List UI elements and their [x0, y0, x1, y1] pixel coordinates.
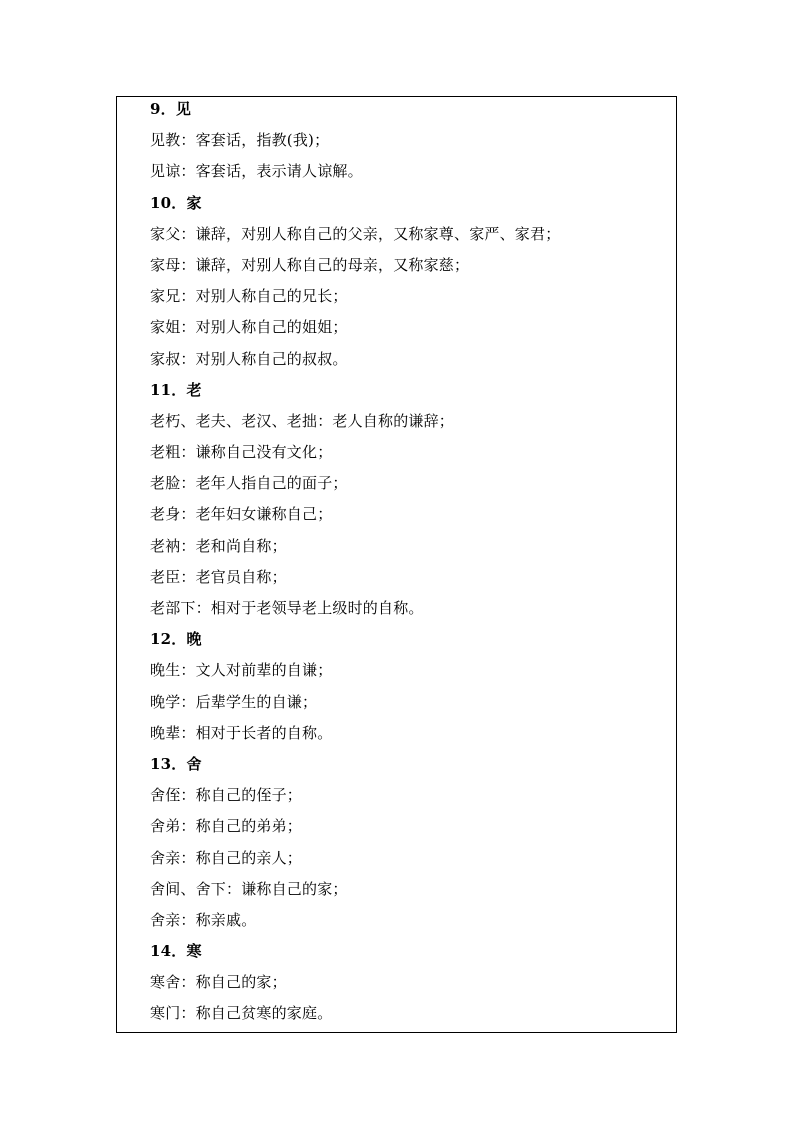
section-title: 舍: [186, 754, 202, 773]
entry-line: 寒门：称自己贫寒的家庭。: [150, 1004, 333, 1023]
section-heading: [150, 191, 670, 222]
entry-line: 老粗：谦称自己没有文化；: [150, 443, 333, 462]
entry-line: 舍间、舍下：谦称自己的家；: [150, 879, 348, 898]
section-heading: [150, 627, 670, 658]
section-title: 老: [186, 380, 202, 399]
section-heading: [150, 752, 670, 783]
entry-line: 老脸：老年人指自己的面子；: [150, 474, 348, 493]
entry-line: 舍侄：称自己的侄子；: [150, 786, 303, 805]
entry-line: 晚生：文人对前辈的自谦；: [150, 661, 333, 680]
section-number: 14．: [150, 942, 187, 961]
entry-line: 老衲：老和尚自称；: [150, 536, 287, 555]
section-title: 晚: [186, 630, 202, 649]
entry-line: 家姐：对别人称自己的姐姐；: [150, 318, 348, 337]
entry-line: 老部下：相对于老领导老上级时的自称。: [150, 599, 424, 617]
section-title: 见: [175, 100, 192, 118]
entry-line: 老身：老年妇女谦称自己；: [150, 505, 333, 524]
section-number: 11．: [150, 380, 187, 399]
entry-line: 家叔：对别人称自己的叔叔。: [150, 349, 348, 368]
section-number: 13．: [150, 754, 187, 773]
entry-line: 舍亲：称自己的亲人；: [150, 848, 303, 867]
entry-line: 见谅：客套话，表示请人谅解。: [150, 162, 363, 181]
entry-line: 老朽、老夫、老汉、老拙：老人自称的谦辞；: [150, 411, 455, 430]
entry-line: 家兄：对别人称自己的兄长；: [150, 287, 348, 306]
entry-line: 舍弟：称自己的弟弟；: [150, 817, 303, 836]
section-title: 寒: [186, 942, 202, 961]
entry-line: 见教：客套话，指教(我)；: [150, 131, 330, 150]
section-number: 9．: [150, 100, 176, 118]
entry-line: 舍亲：称亲戚。: [150, 910, 257, 929]
entry-line: 寒舍：称自己的家；: [150, 973, 287, 992]
entry-line: 家父：谦辞，对别人称自己的父亲，又称家尊、家严、家君；: [150, 224, 561, 243]
section-number: 12．: [150, 630, 187, 649]
section-title: 家: [186, 193, 202, 212]
section-heading: [150, 378, 670, 409]
entry-line: 晚学：后辈学生的自谦；: [150, 692, 318, 711]
entry-line: 晚辈：相对于长者的自称。: [150, 723, 333, 742]
section-heading: [150, 97, 670, 128]
content-body: [150, 97, 670, 1033]
entry-line: 家母：谦辞，对别人称自己的母亲，又称家慈；: [150, 255, 470, 274]
section-number: 10．: [150, 193, 187, 212]
section-heading: [150, 939, 670, 970]
entry-line: 老臣：老官员自称；: [150, 567, 287, 586]
